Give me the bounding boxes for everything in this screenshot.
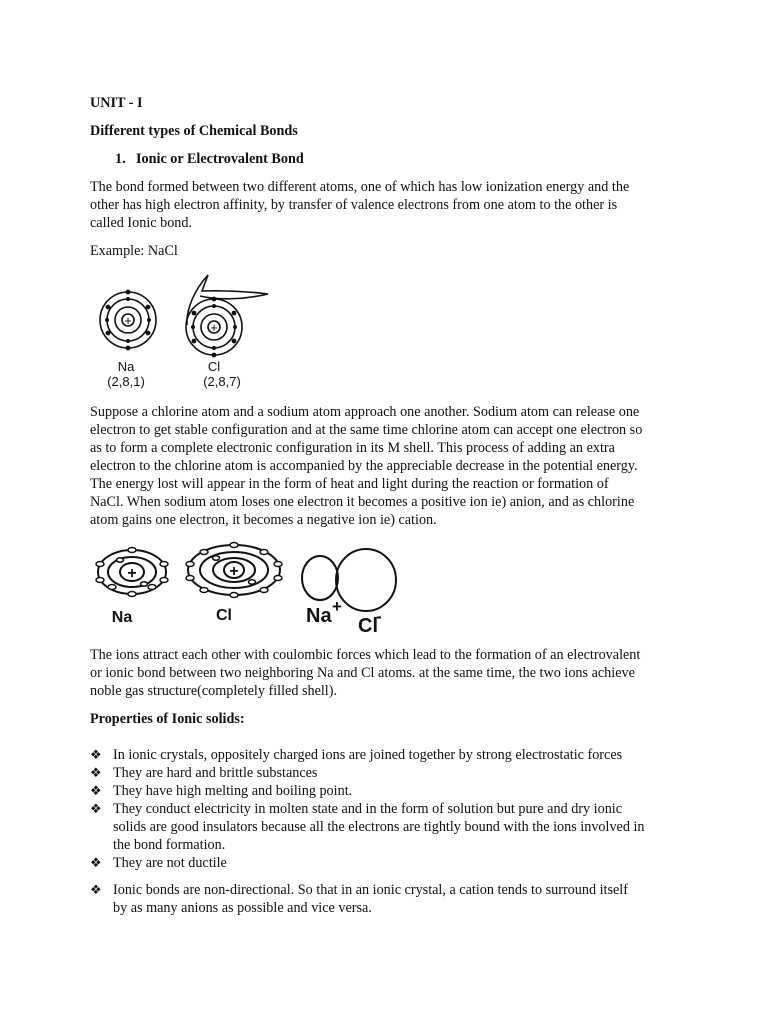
na-atom-label: Na: [111, 609, 133, 626]
definition-line: other has high electron affinity, by transfer of valence electrons from one atom to the other is: [90, 197, 618, 213]
explanation-line: electron to the chlorine atom is accompanied by the appreciable decrease in the potential energy.: [90, 458, 638, 474]
property-item-continuation: by as many anions as possible and vice versa.: [113, 900, 372, 916]
unit-title: UNIT - I: [90, 95, 143, 111]
attraction-line: noble gas structure(completely filled shell).: [90, 683, 338, 699]
cl-configuration: (2,8,7): [203, 374, 241, 389]
explanation-line: Suppose a chlorine atom and a sodium atom approach one another. Sodium atom can release one: [90, 404, 640, 420]
property-item-continuation: solids are good insulators because all the electrons are tightly bound with the ions involved in: [113, 819, 645, 835]
property-item: In ionic crystals, oppositely charged ions are joined together by strong electrostatic forces: [113, 747, 623, 763]
na-label: Na: [117, 359, 135, 374]
property-item: They conduct electricity in molten state and in the form of solution but pure and dry ionic: [113, 801, 623, 817]
na-ion-label: Na: [306, 605, 332, 627]
cl-atom-label: Cl: [216, 607, 232, 624]
property-item: They are hard and brittle substances: [113, 765, 318, 781]
cl-ion-charge: -: [376, 607, 382, 626]
cl-ion-label: Cl: [358, 615, 378, 636]
property-item: They have high melting and boiling point.: [113, 783, 353, 799]
property-item: Ionic bonds are non-directional. So that in an ionic crystal, a cation tends to surround itself: [113, 882, 628, 898]
figure-na-cl-atoms: [92, 270, 278, 394]
section-heading: Different types of Chemical Bonds: [90, 123, 298, 139]
bullet-icon: ❖: [90, 882, 102, 897]
na-atom-nucleus-sign: +: [127, 565, 137, 582]
explanation-line: NaCl. When sodium atom loses one electron it becomes a positive ion ie) anion, and as chlorine: [90, 494, 635, 510]
explanation-line: The energy lost will appear in the form of heat and light during the reaction or formation of: [90, 476, 609, 492]
bullet-icon: ❖: [90, 801, 102, 816]
figure-na-cl-ions: [92, 540, 402, 636]
property-item-continuation: the bond formation.: [113, 837, 226, 853]
definition-line: called Ionic bond.: [90, 215, 193, 231]
attraction-line: The ions attract each other with coulombic forces which lead to the formation of an electrovalent: [90, 647, 641, 663]
bullet-icon: ❖: [90, 855, 102, 870]
bullet-icon: ❖: [90, 747, 102, 762]
na-nucleus-sign: +: [124, 313, 132, 328]
explanation-line: electron to get stable configuration and at the same time chlorine atom can accept one electron so: [90, 422, 643, 438]
subheading-title: Ionic or Electrovalent Bond: [136, 151, 304, 167]
example-text: Example: NaCl: [90, 243, 178, 259]
attraction-line: or ionic bond between two neighboring Na and Cl atoms. at the same time, the two ions achieve: [90, 665, 635, 681]
cl-nucleus-sign: +: [210, 320, 218, 335]
na-ion-charge: +: [332, 597, 342, 616]
bullet-icon: ❖: [90, 765, 102, 780]
property-item: They are not ductile: [113, 855, 227, 871]
subheading-number: 1.: [115, 151, 126, 167]
explanation-line: atom gains one electron, it becomes a negative ion ie) cation.: [90, 512, 437, 528]
bullet-icon: ❖: [90, 783, 102, 798]
na-configuration: (2,8,1): [107, 374, 145, 389]
properties-heading: Properties of Ionic solids:: [90, 711, 245, 727]
explanation-line: as to form a complete electronic configuration in its M shell. This process of adding an extra: [90, 440, 615, 456]
definition-line: The bond formed between two different atoms, one of which has low ionization energy and the: [90, 179, 630, 195]
cl-label: Cl: [207, 359, 221, 374]
cl-atom-nucleus-sign: +: [229, 563, 239, 580]
